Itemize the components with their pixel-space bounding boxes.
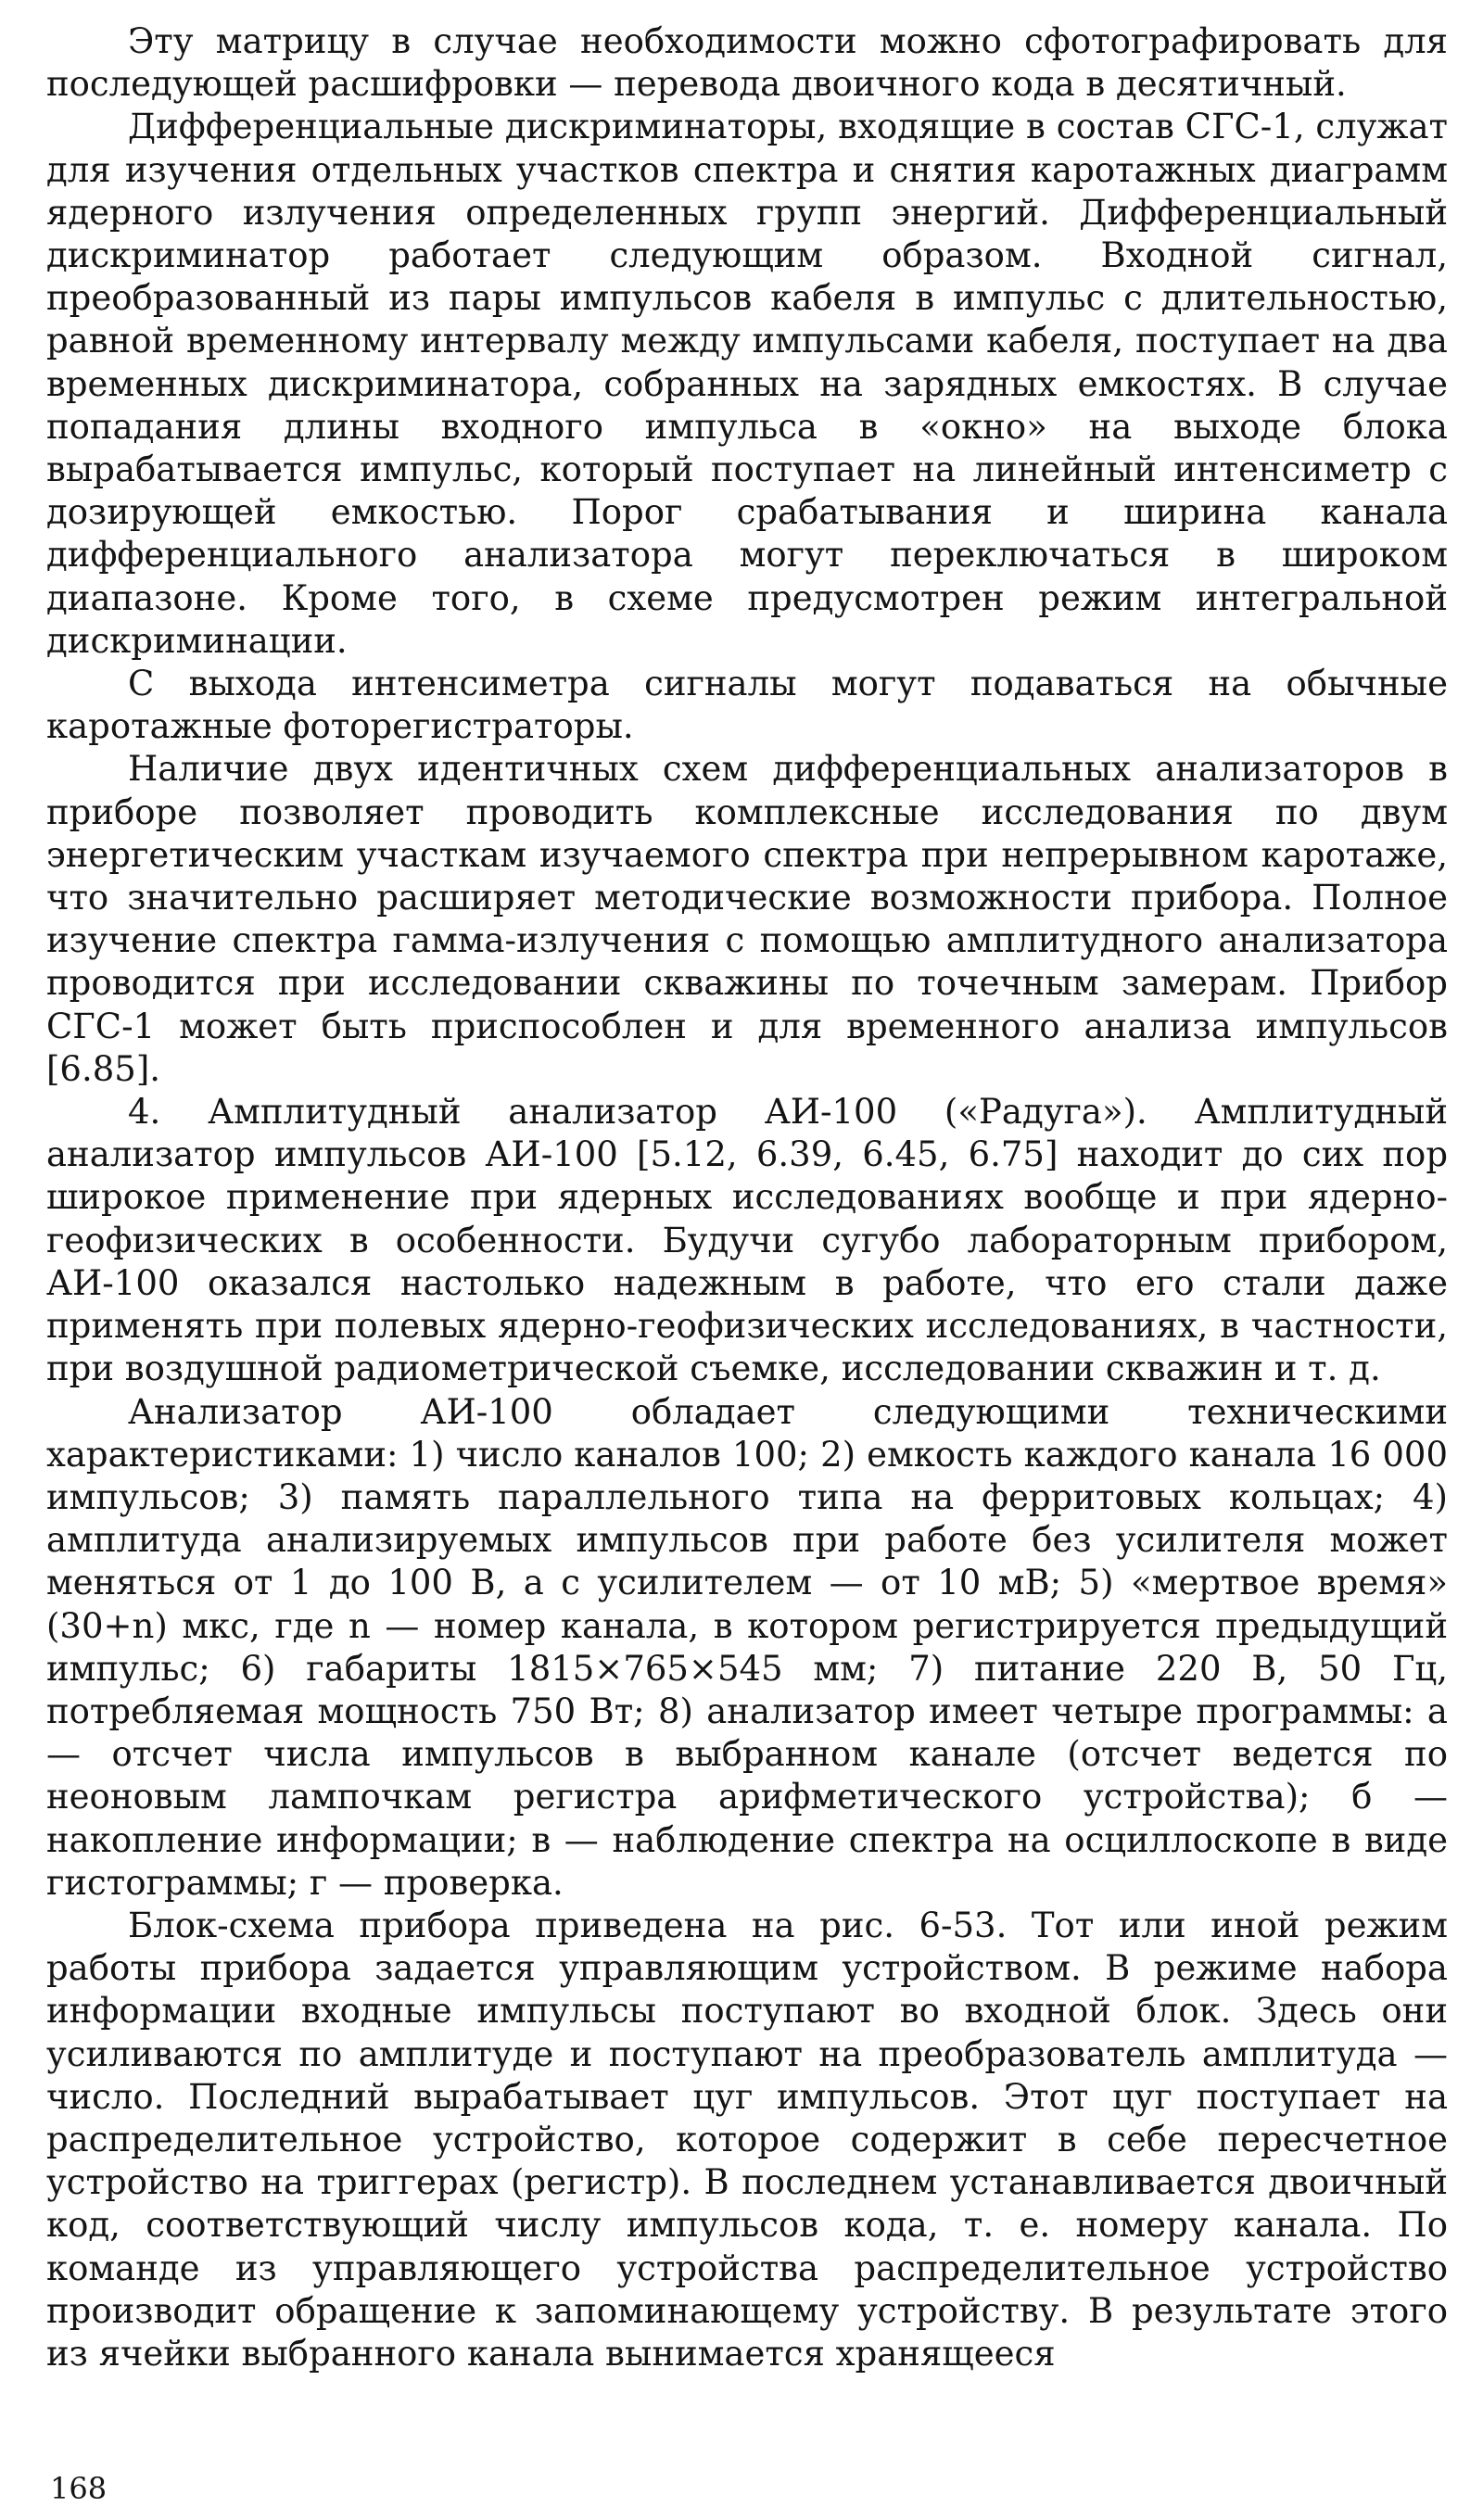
- paragraph-two-analyzers: Наличие двух идентичных схем дифференциальных анализаторов в приборе позволяет проводить комплексные исследования по двум энергетическим участкам изучаемого спектра при непрерывном каротаже, что значительно расширяет методические возможности прибора. Полное изучение спектра гамма-излучения с помощью амплитудного анализатора проводится при исследовании скважины по точечным замерам. Прибор СГС-1 может быть приспособлен и для временного анализа импульсов [6.85].: [46, 749, 1448, 1089]
- paragraph-block-diagram: Блок-схема прибора приведена на рис. 6-53. Тот или иной режим работы прибора задается управляющим устройством. В режиме набора информации входные импульсы поступают во входной блок. Здесь они усиливаются по амплитуде и поступают на преобразователь амплитуда — число. Последний вырабатывает цуг импульсов. Этот цуг поступает на распределительное устройство, которое содержит в себе пересчетное устройство на триггерах (регистр). В последнем устанавливается двоичный код, соответствующий числу импульсов кода, т. е. номеру канала. По команде из управляющего устройства распределительное устройство производит обращение к запоминающему устройству. В результате этого из ячейки выбранного канала вынимается хранящееся: [46, 1905, 1448, 2374]
- paragraph-differential-discriminators: Дифференциальные дискриминаторы, входящие в состав СГС-1, служат для изучения отдельных участков спектра и снятия каротажных диаграмм ядерного излучения определенных групп энергий. Дифференциальный дискриминатор работает следующим образом. Входной сигнал, преобразованный из пары импульсов кабеля в импульс с длительностью, равной временному интервалу между импульсами кабеля, поступает на два временных дискриминатора, собранных на зарядных емкостях. В случае попадания длины входного импульса в «окно» на выходе блока вырабатывается импульс, который поступает на линейный интенсиметр с дозирующей емкостью. Порог срабатывания и ширина канала дифференциального анализатора могут переключаться в широком диапазоне. Кроме того, в схеме предусмотрен режим интегральной дискриминации.: [46, 107, 1448, 661]
- paragraph-ai100-intro: 4. Амплитудный анализатор АИ-100 («Радуга»). Амплитудный анализатор импульсов АИ-100 [5.12, 6.39, 6.45, 6.75] находит до сих пор широкое применение при ядерных исследованиях вообще и при ядерно-геофизических в особенности. Будучи сугубо лабораторным прибором, АИ-100 оказался настолько надежным в работе, что его стали даже применять при полевых ядерно-геофизических исследованиях, в частности, при воздушной радиометрической съемке, исследовании скважин и т. д.: [46, 1092, 1448, 1389]
- page-body: [46, 20, 1448, 2375]
- page-number: 168: [50, 2471, 108, 2506]
- paragraph-matrix-photo: Эту матрицу в случае необходимости можно сфотографировать для последующей расшифровки — перевода двоичного кода в десятичный.: [46, 21, 1448, 105]
- paragraph-ai100-specs: Анализатор АИ-100 обладает следующими техническими характеристиками: 1) число каналов 100; 2) емкость каждого канала 16 000 импульсов; 3) память параллельного типа на ферритовых кольцах; 4) амплитуда анализируемых импульсов при работе без усилителя может меняться от 1 до 100 В, а с усилителем — от 10 мВ; 5) «мертвое время» (30+n) мкс, где n — номер канала, в котором регистрируется предыдущий импульс; 6) габариты 1815×765×545 мм; 7) питание 220 В, 50 Гц, потребляемая мощность 750 Вт; 8) анализатор имеет четыре программы: а — отсчет числа импульсов в выбранном канале (отсчет ведется по неоновым лампочкам регистра арифметического устройства); б — накопление информации; в — наблюдение спектра на осциллоскопе в виде гистограммы; г — проверка.: [46, 1391, 1448, 1903]
- paragraph-intensimeter-output: С выхода интенсиметра сигналы могут подаваться на обычные каротажные фоторегистраторы.: [46, 664, 1448, 747]
